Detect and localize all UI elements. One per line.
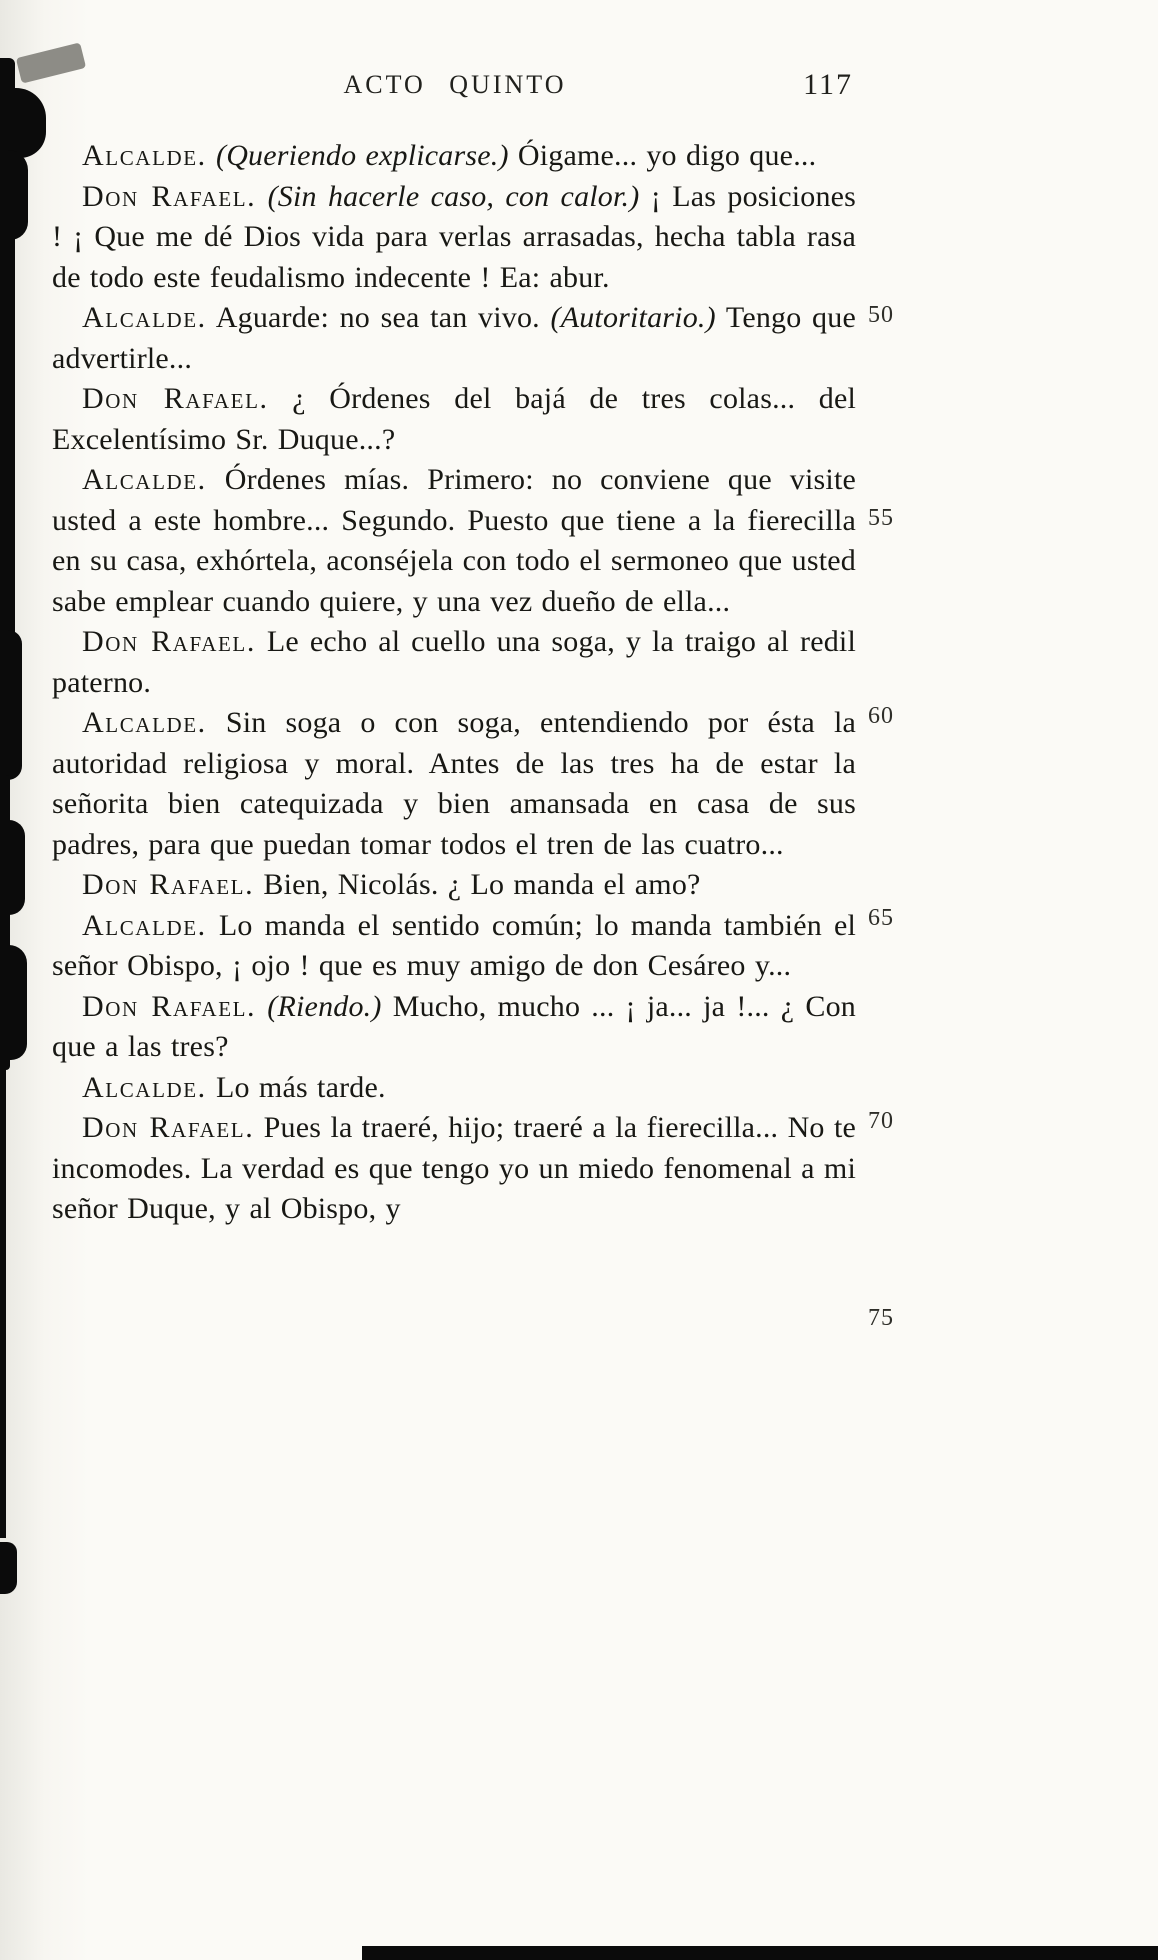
dialogue-paragraph xyxy=(52,987,856,1068)
dialogue-text: Óigame... yo digo que... xyxy=(517,139,817,172)
speaker-name: Don Rafael. xyxy=(82,989,257,1023)
dialogue-paragraph xyxy=(52,136,856,177)
dialogue-text: Tengo que advertirle... xyxy=(52,301,856,375)
scan-edge-strip xyxy=(362,1946,1158,1960)
margin-line-number: 75 xyxy=(868,1305,894,1331)
dialogue-text: Mucho, mucho ... ¡ ja... ja !... ¿ Con que a las tres? xyxy=(52,989,857,1063)
dialogue-text: Órdenes mías. Primero: no conviene que visite usted a este hombre... Segundo. Puesto que tiene a la fierecilla en su casa, exhórtela, aconséjela con todo el sermoneo que usted sabe emplear cuando quiere, y una vez dueño de ella... xyxy=(52,463,857,618)
speaker-name: Alcalde. xyxy=(82,463,207,496)
speaker-name: Alcalde. xyxy=(82,706,207,739)
binding-ink-mark xyxy=(0,150,28,240)
stage-direction: (Queriendo explicarse.) xyxy=(216,139,509,172)
speaker-name: Don Rafael. xyxy=(82,625,256,658)
dialogue-text: Sin soga o con soga, entendiendo por ésta la autoridad religiosa y moral. Antes de las tres ha de estar la señorita bien catequizada y bien amansada en casa de sus padres, para que puedan tomar todos el tren de las cuatro... xyxy=(52,706,857,861)
dialogue-text: Lo más tarde. xyxy=(216,1070,386,1104)
speaker-name: Don Rafael. xyxy=(82,179,257,213)
binding-ink-mark xyxy=(0,945,27,1060)
dialogue-text: Lo manda el sentido común; lo manda también el señor Obispo, ¡ ojo ! que es muy amigo de don Cesáreo y... xyxy=(52,908,857,982)
dialogue-paragraph xyxy=(52,460,856,622)
speaker-name: Alcalde. xyxy=(82,1070,207,1104)
dialogue-text: Aguarde: no sea tan vivo. xyxy=(215,301,540,334)
dialogue-paragraph xyxy=(52,906,856,987)
page-body xyxy=(52,136,856,1230)
binding-ink-mark xyxy=(0,1542,17,1594)
stage-direction: (Sin hacerle caso, con calor.) xyxy=(267,179,640,213)
dialogue-paragraph xyxy=(52,703,856,865)
dialogue-text: Pues la traeré, hijo; traeré a la fierecilla... No te incomodes. La verdad es que tengo yo un miedo fenomenal a mi señor Duque, y al Obispo, y xyxy=(52,1111,856,1225)
dialogue-text: Le echo al cuello una soga, y la traigo al redil paterno. xyxy=(52,625,856,699)
margin-line-number: 65 xyxy=(868,905,894,931)
page-number: 117 xyxy=(803,68,853,101)
dialogue-paragraph xyxy=(52,1108,856,1230)
dialogue-paragraph xyxy=(52,865,856,906)
speaker-name: Don Rafael. xyxy=(82,1111,255,1144)
speaker-name: Alcalde. xyxy=(82,301,207,334)
speaker-name: Don Rafael. xyxy=(82,382,269,415)
margin-line-number: 70 xyxy=(868,1108,894,1134)
margin-line-number: 55 xyxy=(868,505,894,531)
binding-ink-mark xyxy=(0,1068,6,1538)
speaker-name: Don Rafael. xyxy=(82,868,255,901)
dialogue-paragraph xyxy=(52,622,856,703)
margin-line-number: 50 xyxy=(868,302,894,328)
running-title: ACTO QUINTO xyxy=(343,70,567,99)
dialogue-paragraph xyxy=(52,379,856,460)
margin-line-numbers xyxy=(868,0,928,1960)
speaker-name: Alcalde. xyxy=(82,139,207,172)
binding-ink-mark xyxy=(0,630,22,780)
binding-ink-mark xyxy=(0,88,46,158)
dialogue-paragraph xyxy=(52,298,856,379)
margin-line-number: 60 xyxy=(868,703,894,729)
binding-ink-mark xyxy=(0,820,25,915)
stage-direction: (Autoritario.) xyxy=(550,301,716,334)
dialogue-paragraph xyxy=(52,1068,856,1109)
speaker-name: Alcalde. xyxy=(82,908,207,942)
dialogue-text: ¡ Las posiciones ! ¡ Que me dé Dios vida para verlas arrasadas, hecha tabla rasa de todo este feudalismo indecente ! Ea: abur. xyxy=(52,179,857,294)
dialogue-text: Bien, Nicolás. ¿ Lo manda el amo? xyxy=(263,868,701,901)
stage-direction: (Riendo.) xyxy=(267,989,382,1023)
page-header xyxy=(55,70,855,110)
dialogue-paragraph xyxy=(52,177,856,299)
dialogue-text: ¿ Órdenes del bajá de tres colas... del Excelentísimo Sr. Duque...? xyxy=(52,382,857,456)
